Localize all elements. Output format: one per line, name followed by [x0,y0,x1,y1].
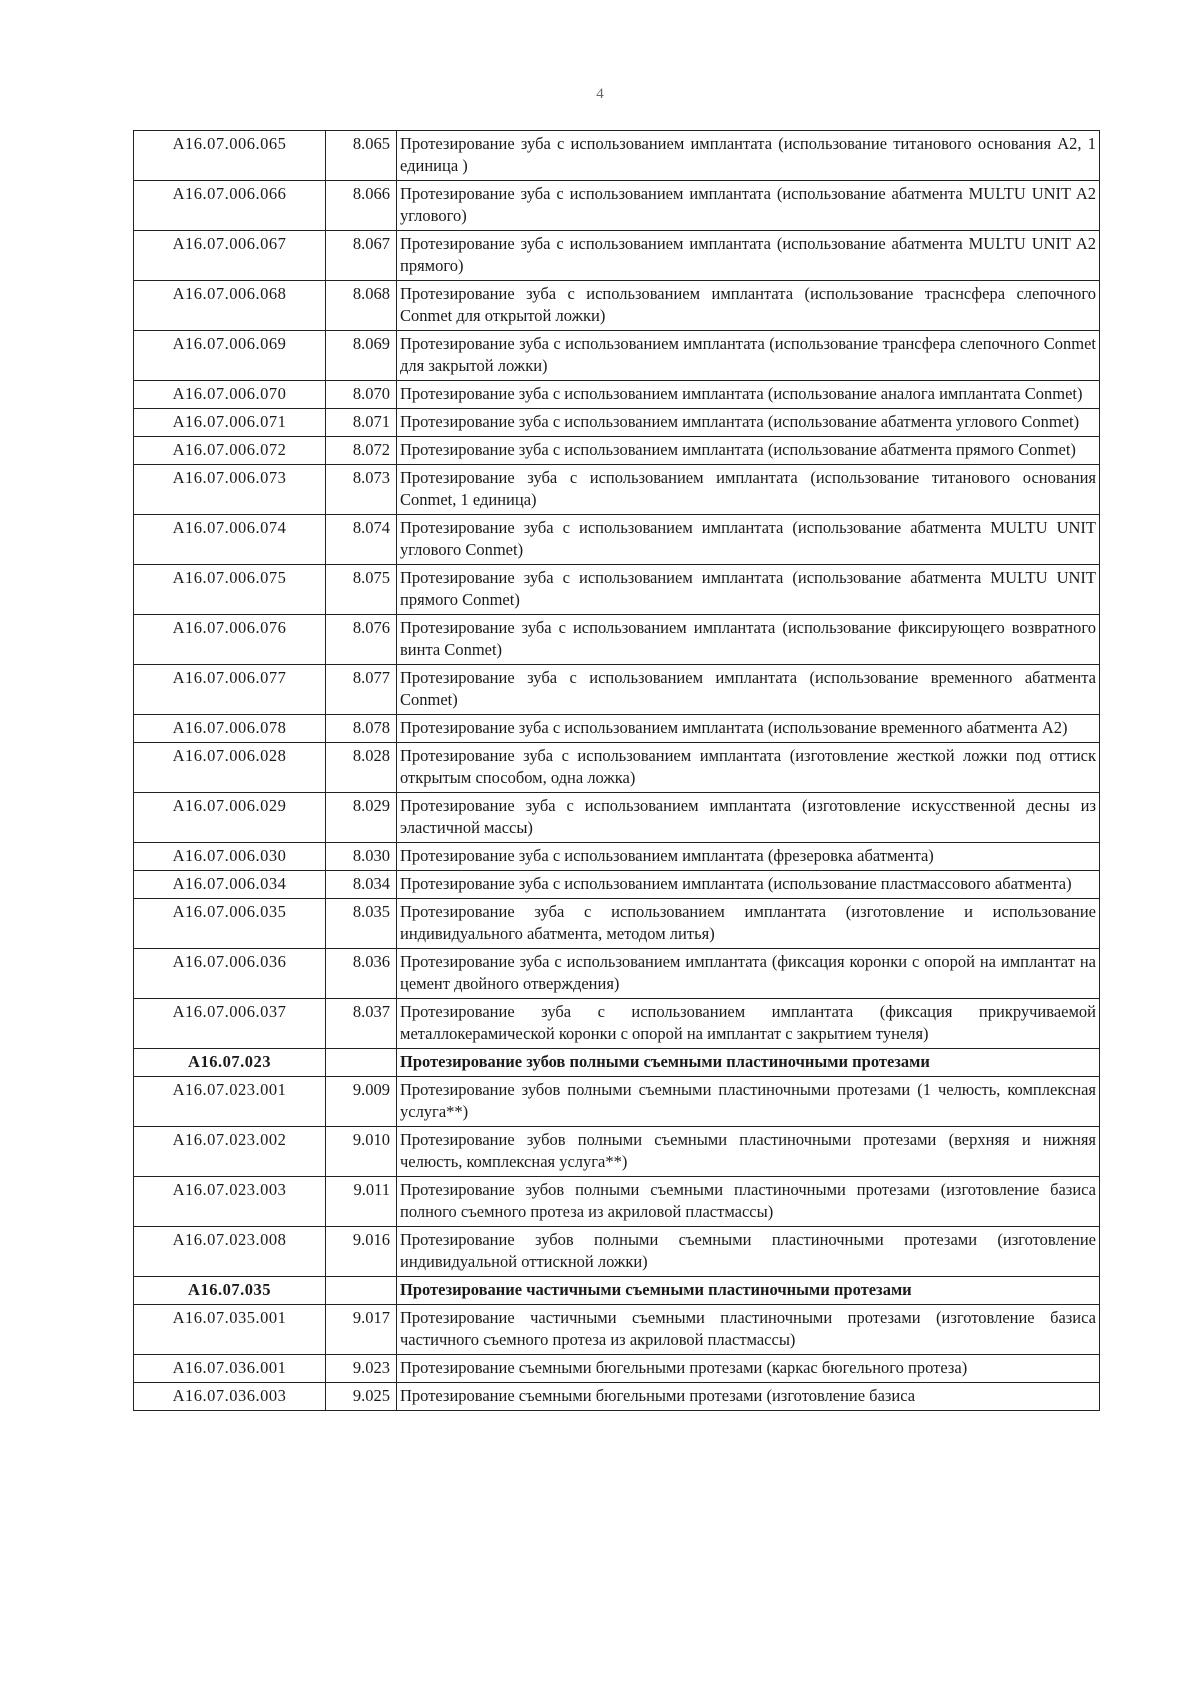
item-number-cell: 8.029 [326,793,397,843]
table-row [134,331,1100,381]
service-name-cell: Протезирование зубов полными съемными пластиночными протезами (верхняя и нижняя челюсть, комплексная услуга**) [397,1127,1100,1177]
table-row [134,843,1100,871]
service-code-cell: A16.07.006.073 [134,465,326,515]
service-name-cell: Протезирование зуба с использованием имплантата (использование абатмента MULTU UNIT углового Conmet) [397,515,1100,565]
table-row [134,949,1100,999]
table-row [134,281,1100,331]
item-number-cell: 9.011 [326,1177,397,1227]
table-row [134,1227,1100,1277]
service-code-cell: A16.07.023.008 [134,1227,326,1277]
service-code-cell: A16.07.006.075 [134,565,326,615]
service-name-cell: Протезирование зуба с использованием имплантата (изготовление искусственной десны из эластичной массы) [397,793,1100,843]
service-name-cell: Протезирование зубов полными съемными пластиночными протезами (изготовление индивидуальной оттискной ложки) [397,1227,1100,1277]
service-name-cell: Протезирование зуба с использованием имплантата (фрезеровка абатмента) [397,843,1100,871]
table-row [134,181,1100,231]
table-row [134,665,1100,715]
service-name-cell: Протезирование зуба с использованием имплантата (использование абатмента прямого Conmet) [397,437,1100,465]
item-number-cell: 8.037 [326,999,397,1049]
section-row [134,1049,1100,1077]
service-name-cell: Протезирование зуба с использованием имплантата (использование абатмента углового Conmet) [397,409,1100,437]
price-list-body [134,131,1100,1411]
service-code-cell: A16.07.006.071 [134,409,326,437]
item-number-cell: 8.068 [326,281,397,331]
service-name-cell: Протезирование зуба с использованием имплантата (фиксация коронки с опорой на имплантат на цемент двойного отверждения) [397,949,1100,999]
table-row [134,1077,1100,1127]
service-code-cell: A16.07.006.037 [134,999,326,1049]
service-code-cell: A16.07.023 [134,1049,326,1077]
item-number-cell: 9.025 [326,1383,397,1411]
service-name-cell: Протезирование зуба с использованием имплантата (изготовление жесткой ложки под оттиск открытым способом, одна ложка) [397,743,1100,793]
service-code-cell: A16.07.006.034 [134,871,326,899]
service-name-cell: Протезирование зуба с использованием имплантата (использование титанового основания Conmet, 1 единица) [397,465,1100,515]
table-row [134,1305,1100,1355]
service-name-cell: Протезирование съемными бюгельными протезами (каркас бюгельного протеза) [397,1355,1100,1383]
item-number-cell [326,1277,397,1305]
price-list-table [133,130,1100,1411]
service-name-cell: Протезирование зуба с использованием имплантата (использование абатмента MULTU UNIT A2 углового) [397,181,1100,231]
service-name-cell: Протезирование частичными съемными пластиночными протезами [397,1277,1100,1305]
table-row [134,231,1100,281]
service-code-cell: A16.07.006.030 [134,843,326,871]
item-number-cell: 9.010 [326,1127,397,1177]
service-name-cell: Протезирование зубов полными съемными пластиночными протезами (1 челюсть, комплексная услуга**) [397,1077,1100,1127]
item-number-cell: 9.016 [326,1227,397,1277]
item-number-cell: 8.030 [326,843,397,871]
service-code-cell: A16.07.006.036 [134,949,326,999]
service-name-cell: Протезирование зуба с использованием имплантата (использование фиксирующего возвратного винта Conmet) [397,615,1100,665]
service-code-cell: A16.07.023.003 [134,1177,326,1227]
service-name-cell: Протезирование зуба с использованием имплантата (использование титанового основания A2, 1 единица ) [397,131,1100,181]
service-name-cell: Протезирование зуба с использованием имплантата (изготовление и использование индивидуального абатмента, методом литья) [397,899,1100,949]
item-number-cell: 9.009 [326,1077,397,1127]
service-name-cell: Протезирование съемными бюгельными протезами (изготовление базиса [397,1383,1100,1411]
table-row [134,515,1100,565]
service-name-cell: Протезирование зуба с использованием имплантата (фиксация прикручиваемой металлокерамической коронки с опорой на имплантат с закрытием тунеля) [397,999,1100,1049]
item-number-cell: 8.074 [326,515,397,565]
item-number-cell: 8.071 [326,409,397,437]
service-code-cell: A16.07.006.035 [134,899,326,949]
item-number-cell: 8.035 [326,899,397,949]
item-number-cell: 8.034 [326,871,397,899]
table-row [134,437,1100,465]
service-name-cell: Протезирование зуба с использованием имплантата (использование пластмассового абатмента) [397,871,1100,899]
section-row [134,1277,1100,1305]
table-row [134,565,1100,615]
item-number-cell: 8.067 [326,231,397,281]
item-number-cell: 8.036 [326,949,397,999]
service-name-cell: Протезирование зуба с использованием имплантата (использование траснсфера слепочного Conmet для открытой ложки) [397,281,1100,331]
service-code-cell: A16.07.035 [134,1277,326,1305]
service-code-cell: A16.07.006.070 [134,381,326,409]
table-row [134,131,1100,181]
service-code-cell: A16.07.006.078 [134,715,326,743]
item-number-cell: 8.075 [326,565,397,615]
table-row [134,793,1100,843]
service-name-cell: Протезирование частичными съемными пластиночными протезами (изготовление базиса частичного съемного протеза из акриловой пластмассы) [397,1305,1100,1355]
item-number-cell: 8.076 [326,615,397,665]
service-code-cell: A16.07.006.066 [134,181,326,231]
service-name-cell: Протезирование зуба с использованием имплантата (использование абатмента MULTU UNIT прямого Conmet) [397,565,1100,615]
service-code-cell: A16.07.006.074 [134,515,326,565]
service-code-cell: A16.07.006.028 [134,743,326,793]
item-number-cell: 9.017 [326,1305,397,1355]
service-code-cell: A16.07.006.069 [134,331,326,381]
service-code-cell: A16.07.006.068 [134,281,326,331]
table-row [134,465,1100,515]
service-code-cell: A16.07.006.065 [134,131,326,181]
item-number-cell: 8.065 [326,131,397,181]
item-number-cell: 8.028 [326,743,397,793]
item-number-cell [326,1049,397,1077]
service-code-cell: A16.07.006.029 [134,793,326,843]
service-code-cell: A16.07.023.001 [134,1077,326,1127]
service-code-cell: A16.07.006.077 [134,665,326,715]
item-number-cell: 8.077 [326,665,397,715]
table-row [134,1383,1100,1411]
item-number-cell: 8.070 [326,381,397,409]
table-row [134,409,1100,437]
item-number-cell: 8.069 [326,331,397,381]
service-code-cell: A16.07.023.002 [134,1127,326,1177]
item-number-cell: 8.078 [326,715,397,743]
page-number: 4 [596,86,604,102]
table-row [134,381,1100,409]
service-code-cell: A16.07.035.001 [134,1305,326,1355]
table-row [134,1177,1100,1227]
table-row [134,899,1100,949]
service-name-cell: Протезирование зубов полными съемными пластиночными протезами [397,1049,1100,1077]
table-row [134,871,1100,899]
item-number-cell: 9.023 [326,1355,397,1383]
service-name-cell: Протезирование зуба с использованием имплантата (использование трансфера слепочного Conmet для закрытой ложки) [397,331,1100,381]
table-row [134,1127,1100,1177]
table-row [134,715,1100,743]
service-code-cell: A16.07.006.067 [134,231,326,281]
table-row [134,615,1100,665]
service-code-cell: A16.07.036.001 [134,1355,326,1383]
service-code-cell: A16.07.006.072 [134,437,326,465]
service-code-cell: A16.07.036.003 [134,1383,326,1411]
service-name-cell: Протезирование зуба с использованием имплантата (использование абатмента MULTU UNIT A2 прямого) [397,231,1100,281]
service-name-cell: Протезирование зуба с использованием имплантата (использование аналога имплантата Conmet) [397,381,1100,409]
service-code-cell: A16.07.006.076 [134,615,326,665]
item-number-cell: 8.072 [326,437,397,465]
table-row [134,743,1100,793]
service-name-cell: Протезирование зуба с использованием имплантата (использование временного абатмента Conmet) [397,665,1100,715]
item-number-cell: 8.073 [326,465,397,515]
service-name-cell: Протезирование зуба с использованием имплантата (использование временного абатмента A2) [397,715,1100,743]
item-number-cell: 8.066 [326,181,397,231]
table-row [134,1355,1100,1383]
table-row [134,999,1100,1049]
service-name-cell: Протезирование зубов полными съемными пластиночными протезами (изготовление базиса полного съемного протеза из акриловой пластмассы) [397,1177,1100,1227]
